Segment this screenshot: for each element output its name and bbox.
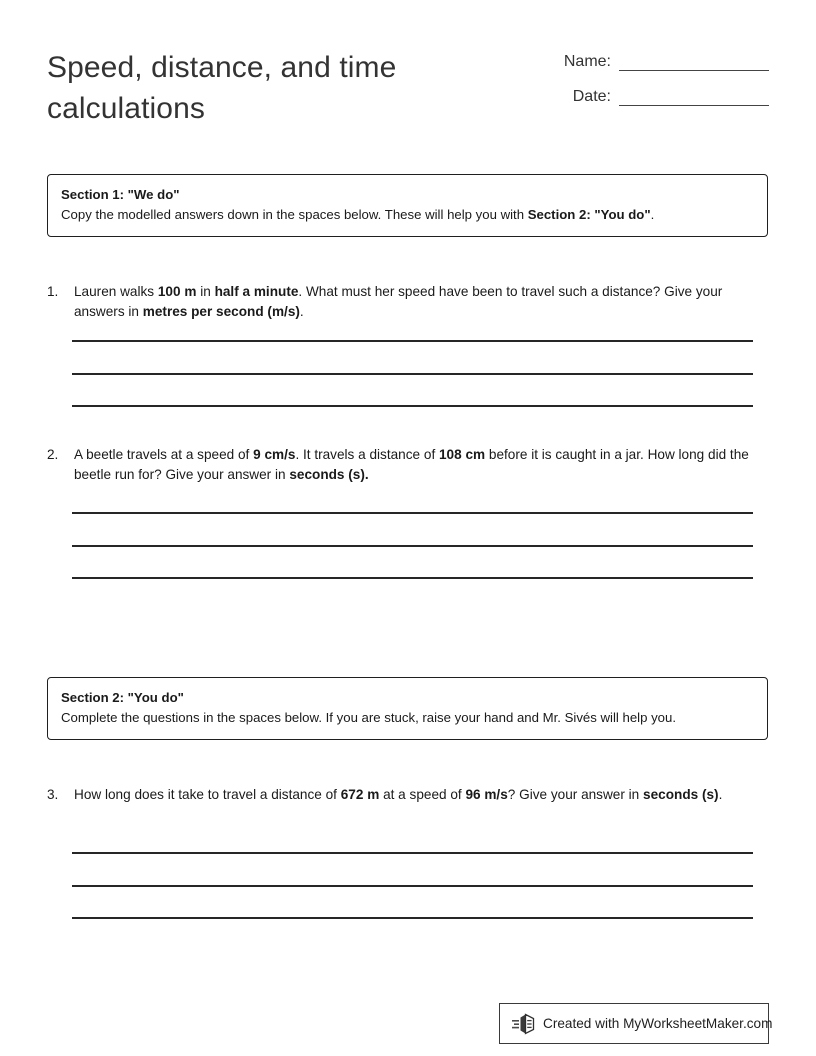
- name-field-label: Name:: [563, 53, 611, 70]
- answer-line[interactable]: [72, 340, 753, 342]
- question-2-number: 2.: [47, 447, 59, 462]
- question-3-head: [47, 785, 769, 805]
- question-1: [47, 282, 769, 321]
- created-with-badge-label: Created with MyWorksheetMaker.com: [543, 1015, 773, 1031]
- section-1-callout: [47, 174, 768, 237]
- answer-line[interactable]: [72, 577, 753, 579]
- question-2: [47, 445, 769, 484]
- question-2-text: A beetle travels at a speed of 9 cm/s. It travels a distance of 108 cm before it is caught in a jar. How long did the beetle run for? Give your answer in seconds (s).: [74, 447, 749, 482]
- question-1-number: 1.: [47, 284, 59, 299]
- date-field-label: Date:: [572, 88, 611, 105]
- section-2-callout: [47, 677, 768, 740]
- answer-line[interactable]: [72, 545, 753, 547]
- answer-line[interactable]: [72, 885, 753, 887]
- date-field-row: [544, 87, 769, 106]
- section-2-title: Section 2: "You do": [61, 690, 184, 705]
- question-3: [47, 785, 769, 805]
- worksheet-maker-logo-icon: [512, 1013, 538, 1035]
- question-1-answer-lines[interactable]: [72, 340, 753, 407]
- answer-line[interactable]: [72, 512, 753, 514]
- answer-line[interactable]: [72, 405, 753, 407]
- question-3-text: How long does it take to travel a distance of 672 m at a speed of 96 m/s? Give your answer in seconds (s).: [74, 787, 723, 802]
- date-field-writing-line[interactable]: [619, 87, 769, 106]
- question-1-text: Lauren walks 100 m in half a minute. What must her speed have been to travel such a distance? Give your answers in metres per second (m/s).: [74, 284, 723, 319]
- name-field-writing-line[interactable]: [619, 52, 769, 71]
- created-with-badge[interactable]: [499, 1003, 773, 1044]
- name-field-row: [544, 52, 769, 71]
- page-title: Speed, distance, and time calculations: [47, 51, 397, 125]
- question-2-head: [47, 445, 769, 484]
- section-2-instructions: Complete the questions in the spaces below. If you are stuck, raise your hand and Mr. Sivés will help you.: [61, 710, 677, 725]
- name-date-block: [544, 44, 769, 106]
- question-1-head: [47, 282, 769, 321]
- question-3-answer-lines[interactable]: [72, 852, 753, 919]
- question-2-answer-lines[interactable]: [72, 512, 753, 579]
- answer-line[interactable]: [72, 917, 753, 919]
- answer-line[interactable]: [72, 852, 753, 854]
- section-1-instructions: Copy the modelled answers down in the spaces below. These will help you with Section 2: "You do".: [61, 207, 655, 222]
- question-3-number: 3.: [47, 787, 59, 802]
- answer-line[interactable]: [72, 373, 753, 375]
- worksheet-header: [47, 44, 769, 129]
- section-1-title: Section 1: "We do": [61, 187, 180, 202]
